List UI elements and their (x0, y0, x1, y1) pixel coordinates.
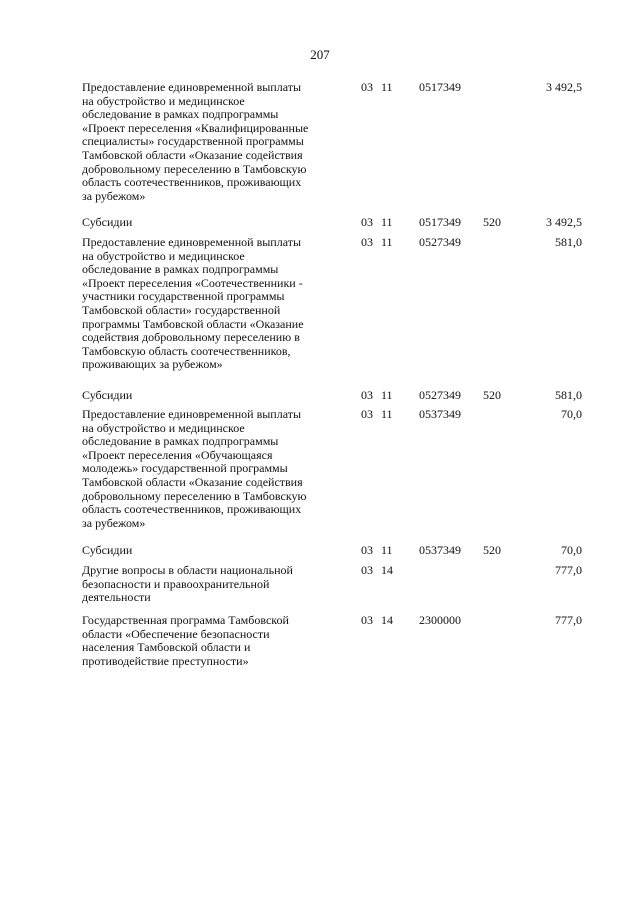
section-code: 03 (361, 215, 373, 229)
amount: 777,0 (555, 563, 582, 577)
description-line: обследование в рамках подпрограммы (82, 434, 279, 449)
row-description (82, 564, 354, 605)
description-line: Субсидии (82, 215, 133, 229)
target-article-code: 0517349 (419, 215, 461, 229)
description-line: Предоставление единовременной выплаты (82, 235, 302, 249)
section-code: 03 (361, 407, 373, 421)
description-line: проживающих за рубежом» (82, 357, 223, 372)
description-line: добровольному переселению в Тамбовскую (82, 161, 307, 176)
subsection-code: 11 (381, 543, 393, 557)
target-article-code: 2300000 (419, 613, 461, 627)
description-line: Предоставление единовременной выплаты (82, 407, 302, 421)
subsection-code: 11 (381, 80, 393, 94)
description-line: Государственная программа Тамбовской (82, 613, 289, 627)
amount: 581,0 (555, 388, 582, 402)
description-line: Тамбовской области» государственной (82, 302, 281, 317)
description-line: область соотечественников, проживающих (82, 502, 302, 517)
description-line: программы Тамбовской области «Оказание (82, 316, 304, 331)
target-article-code: 0527349 (419, 235, 461, 249)
subsection-code: 14 (381, 563, 393, 577)
description-line: безопасности и правоохранительной (82, 576, 270, 591)
description-line: Предоставление единовременной выплаты (82, 80, 302, 94)
subsection-code: 11 (381, 235, 393, 249)
amount: 3 492,5 (546, 80, 582, 94)
description-line: область соотечественников, проживающих (82, 175, 302, 190)
page-number: 207 (310, 47, 330, 62)
subsection-code: 11 (381, 407, 393, 421)
row-description (82, 614, 354, 668)
subsection-code: 11 (381, 388, 393, 402)
description-line: обследование в рамках подпрограммы (82, 262, 279, 277)
description-line: за рубежом» (82, 188, 146, 203)
description-line: специалисты» государственной программы (82, 134, 304, 149)
row-description (82, 81, 354, 203)
amount: 581,0 (555, 235, 582, 249)
description-line: области «Обеспечение безопасности (82, 626, 270, 641)
description-line: «Проект переселения «Обучающаяся (82, 447, 273, 462)
expense-type-code: 520 (483, 543, 501, 557)
target-article-code: 0537349 (419, 543, 461, 557)
description-line: населения Тамбовской области и (82, 640, 251, 655)
row-description (82, 408, 354, 530)
section-code: 03 (361, 543, 373, 557)
description-line: на обустройство и медицинское (82, 420, 245, 435)
description-line: Тамбовской области «Оказание содействия (82, 474, 303, 489)
row-description (82, 236, 354, 372)
description-line: молодежь» государственной программы (82, 461, 288, 476)
description-line: Тамбовской области «Оказание содействия (82, 147, 303, 162)
section-code: 03 (361, 563, 373, 577)
description-line: «Проект переселения «Квалифицированные (82, 120, 309, 135)
amount: 777,0 (555, 613, 582, 627)
description-line: деятельности (82, 590, 151, 605)
subsection-code: 11 (381, 215, 393, 229)
description-line: на обустройство и медицинское (82, 248, 245, 263)
row-description (82, 216, 354, 230)
description-line: Субсидии (82, 543, 133, 557)
expense-type-code: 520 (483, 215, 501, 229)
description-line: на обустройство и медицинское (82, 93, 245, 108)
description-line: добровольному переселению в Тамбовскую (82, 488, 307, 503)
row-description (82, 544, 354, 558)
amount: 70,0 (561, 543, 582, 557)
section-code: 03 (361, 613, 373, 627)
target-article-code: 0517349 (419, 80, 461, 94)
amount: 70,0 (561, 407, 582, 421)
description-line: противодействие преступности» (82, 653, 249, 668)
description-line: содействия добровольному переселению в (82, 330, 300, 345)
section-code: 03 (361, 388, 373, 402)
description-line: Другие вопросы в области национальной (82, 563, 293, 577)
description-line: «Проект переселения «Соотечественники - (82, 275, 303, 290)
description-line: Тамбовскую область соотечественников, (82, 343, 291, 358)
row-description (82, 389, 354, 403)
amount: 3 492,5 (546, 215, 582, 229)
description-line: участники государственной программы (82, 289, 285, 304)
target-article-code: 0527349 (419, 388, 461, 402)
description-line: за рубежом» (82, 515, 146, 530)
expense-type-code: 520 (483, 388, 501, 402)
section-code: 03 (361, 80, 373, 94)
description-line: обследование в рамках подпрограммы (82, 107, 279, 122)
description-line: Субсидии (82, 388, 133, 402)
target-article-code: 0537349 (419, 407, 461, 421)
section-code: 03 (361, 235, 373, 249)
subsection-code: 14 (381, 613, 393, 627)
